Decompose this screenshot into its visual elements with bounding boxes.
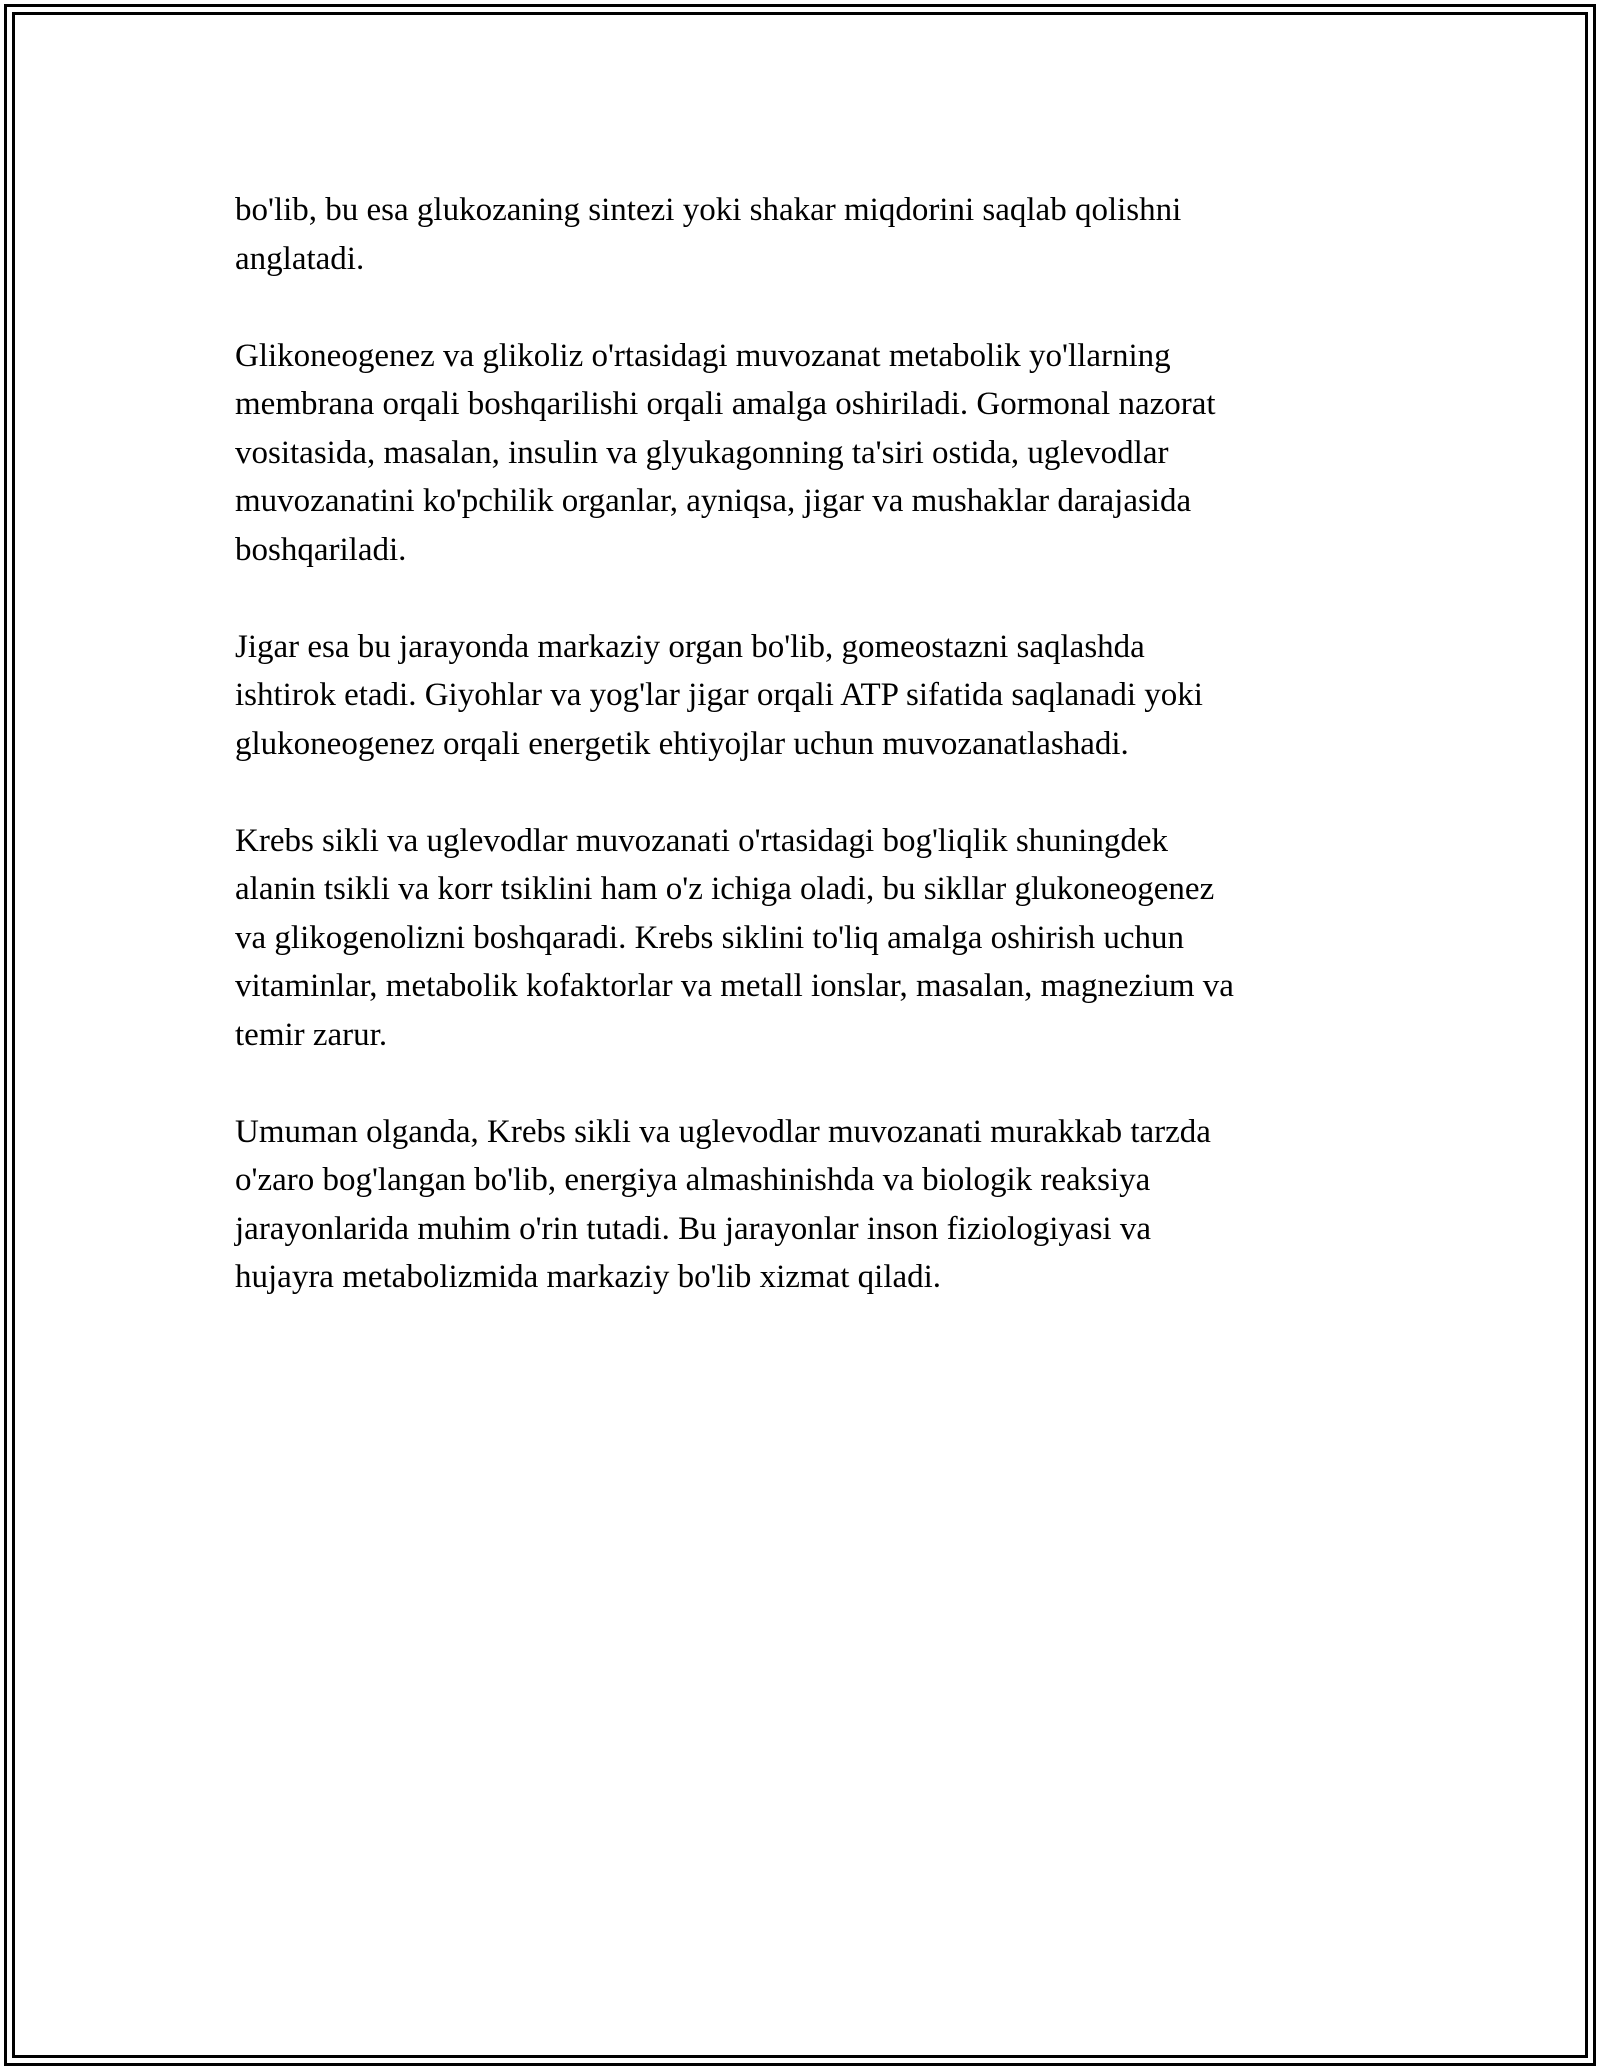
paragraph-4	[235, 817, 1365, 1060]
text-line: vositasida, masalan, insulin va glyukagonning ta'siri ostida, uglevodlar	[235, 434, 1169, 471]
text-line: jarayonlarida muhim o'rin tutadi. Bu jarayonlar inson fiziologiyasi va	[235, 1210, 1151, 1247]
text-line: Glikoneogenez va glikoliz o'rtasidagi muvozanat metabolik yo'llarning	[235, 337, 1171, 374]
paragraph-2	[235, 332, 1365, 575]
text-line: hujayra metabolizmida markaziy bo'lib xizmat qiladi.	[235, 1259, 942, 1295]
text-line: anglatadi.	[235, 240, 365, 277]
text-line: Umuman olganda, Krebs sikli va uglevodlar muvozanati murakkab tarzda	[235, 1113, 1211, 1150]
paragraph-1	[235, 186, 1365, 283]
paragraph-5	[235, 1108, 1365, 1302]
text-line: Jigar esa bu jarayonda markaziy organ bo'lib, gomeostazni saqlashda	[235, 628, 1145, 665]
text-line: va glikogenolizni boshqaradi. Krebs siklini to'liq amalga oshirish uchun	[235, 919, 1185, 956]
text-line: temir zarur.	[235, 1016, 388, 1053]
text-line: o'zaro bog'langan bo'lib, energiya almashinishda va biologik reaksiya	[235, 1162, 1151, 1198]
text-line: bo'lib, bu esa glukozaning sintezi yoki shakar miqdorini saqlab qolishni	[235, 192, 1182, 228]
text-line: alanin tsikli va korr tsiklini ham o'z ichiga oladi, bu sikllar glukoneogenez	[235, 871, 1215, 907]
paragraph-3	[235, 623, 1365, 769]
text-line: glukoneogenez orqali energetik ehtiyojlar uchun muvozanatlashadi.	[235, 725, 1129, 762]
text-line: ishtirok etadi. Giyohlar va yog'lar jigar orqali ATP sifatida saqlanadi yoki	[235, 677, 1203, 713]
text-line: vitaminlar, metabolik kofaktorlar va metall ionslar, masalan, magnezium va	[235, 968, 1234, 1004]
text-line: Krebs sikli va uglevodlar muvozanati o'rtasidagi bog'liqlik shuningdek	[235, 822, 1168, 859]
text-line: boshqariladi.	[235, 531, 407, 568]
document-body	[235, 186, 1365, 1350]
text-line: muvozanatini ko'pchilik organlar, ayniqsa, jigar va mushaklar darajasida	[235, 483, 1192, 519]
text-line: membrana orqali boshqarilishi orqali amalga oshiriladi. Gormonal nazorat	[235, 386, 1216, 422]
